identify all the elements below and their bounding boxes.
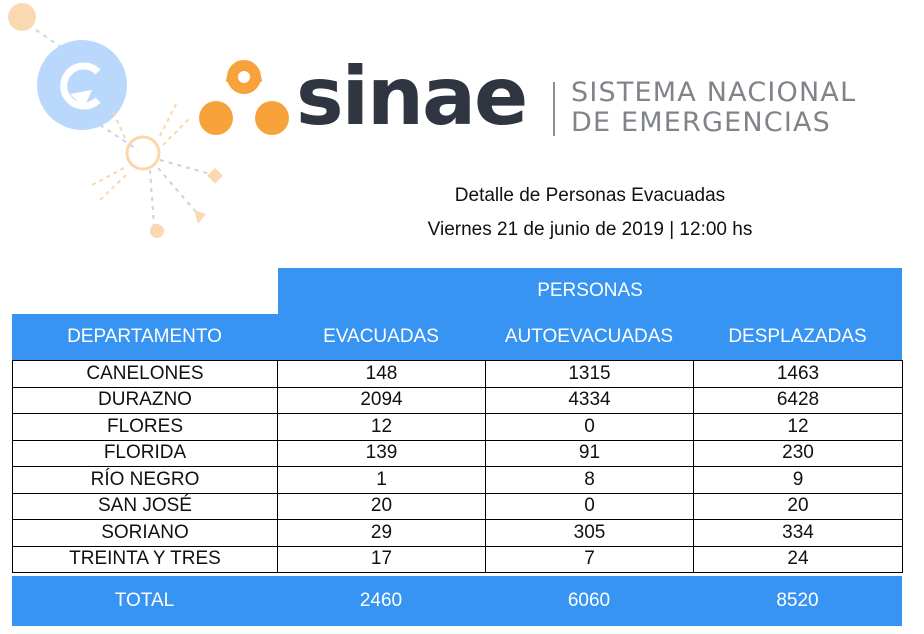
- report-date: Viernes 21 de junio de 2019 | 12:00 hs: [427, 219, 753, 240]
- table-cell: FLORIDA: [13, 440, 278, 467]
- report-title: Detalle de Personas Evacuadas: [454, 185, 726, 206]
- table-row: [13, 387, 903, 414]
- total-label: TOTAL: [114, 590, 175, 611]
- table-cell: 148: [278, 361, 486, 388]
- column-header: AUTOEVACUADAS: [504, 326, 674, 347]
- column-header: EVACUADAS: [323, 326, 439, 347]
- table-cell: 0: [486, 414, 694, 441]
- total-value: 6060: [567, 590, 611, 611]
- table-cell: 17: [278, 546, 486, 573]
- table-row: [13, 414, 903, 441]
- table-cell: CANELONES: [13, 361, 278, 388]
- table-row: [13, 520, 903, 547]
- sinae-logo-icon: [198, 60, 290, 140]
- brand-subtitle: [571, 78, 856, 138]
- table-cell: 20: [278, 493, 486, 520]
- table-cell: 139: [278, 440, 486, 467]
- total-value: 8520: [776, 590, 819, 611]
- table-cell: 24: [694, 546, 903, 573]
- brand-subtitle-line1: SISTEMA NACIONAL: [571, 77, 857, 108]
- table-cell: SORIANO: [13, 520, 278, 547]
- table-cell: 4334: [486, 387, 694, 414]
- table-cell: RÍO NEGRO: [13, 467, 278, 494]
- deco-sun-circle: [127, 137, 159, 169]
- table-total-row: [12, 576, 902, 626]
- table-cell: 7: [486, 546, 694, 573]
- deco-orange-circle: [8, 3, 36, 31]
- evacuados-table: [12, 360, 903, 573]
- brand-name: sinae: [296, 50, 527, 143]
- table-cell: 230: [694, 440, 903, 467]
- table-cell: DURAZNO: [13, 387, 278, 414]
- table-cell: 91: [486, 440, 694, 467]
- column-header: DEPARTAMENTO: [67, 326, 222, 347]
- table-cell: 12: [278, 414, 486, 441]
- table-cell: FLORES: [13, 414, 278, 441]
- table-cell: 1: [278, 467, 486, 494]
- table-header-row: [12, 314, 902, 360]
- group-header-personas: PERSONAS: [278, 268, 902, 314]
- table-cell: TREINTA Y TRES: [13, 546, 278, 573]
- table-row: [13, 493, 903, 520]
- table-row: [13, 440, 903, 467]
- refresh-icon: [37, 40, 127, 130]
- table-cell: 6428: [694, 387, 903, 414]
- total-value: 2460: [359, 590, 403, 611]
- brand-subtitle-line2: DE EMERGENCIAS: [571, 107, 832, 138]
- table-cell: SAN JOSÉ: [13, 493, 278, 520]
- table-cell: 9: [694, 467, 903, 494]
- table-cell: 12: [694, 414, 903, 441]
- table-cell: 2094: [278, 387, 486, 414]
- table-cell: 305: [486, 520, 694, 547]
- table-cell: 1315: [486, 361, 694, 388]
- table-row: [13, 467, 903, 494]
- brand-divider: [553, 82, 555, 136]
- table-row: [13, 361, 903, 388]
- table-cell: 1463: [694, 361, 903, 388]
- table-cell: 29: [278, 520, 486, 547]
- table-cell: 8: [486, 467, 694, 494]
- table-cell: 334: [694, 520, 903, 547]
- column-header: DESPLAZADAS: [728, 326, 867, 347]
- table-row: [13, 546, 903, 573]
- table-cell: 20: [694, 493, 903, 520]
- table-cell: 0: [486, 493, 694, 520]
